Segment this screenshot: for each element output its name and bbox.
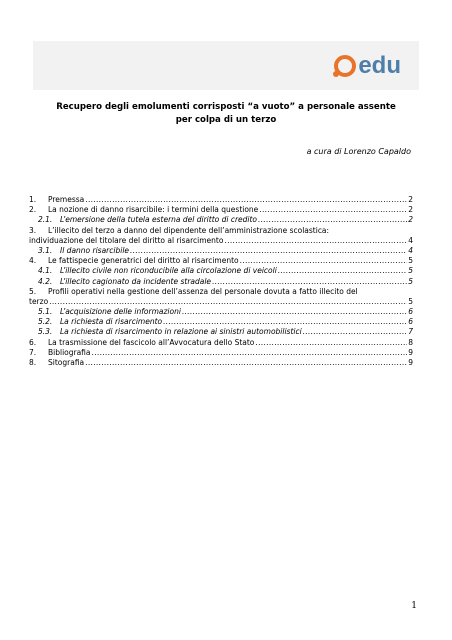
logo-text: edu <box>358 52 401 79</box>
toc-entry-number: 2.1. <box>38 215 53 225</box>
toc-entry-page: 8 <box>408 337 413 347</box>
author-credit: a cura di Lorenzo Capaldo <box>306 147 411 156</box>
toc-entry-number: 5.2. <box>38 317 53 327</box>
toc-entry-title: La trasmissione del fascicolo all’Avvocatura dello Stato <box>48 337 255 347</box>
toc-entry-page: 6 <box>408 307 413 317</box>
toc-entry-title: Il danno risarcibile <box>60 245 130 255</box>
toc-leader-dots <box>255 338 407 348</box>
toc-entry[interactable] <box>29 246 413 256</box>
toc-entry-title: terzo <box>29 296 49 306</box>
toc-entry-number: 3.1. <box>38 245 53 255</box>
toc-entry-page: 4 <box>408 245 413 255</box>
toc-entry-title: L’illecito civile non riconducibile alla circolazione di veicoli <box>60 266 277 276</box>
toc-entry-page: 7 <box>408 327 413 337</box>
toc-entry-title: La richiesta di risarcimento <box>60 317 163 327</box>
toc-leader-dots <box>85 358 407 368</box>
title-line-2: per colpa di un terzo <box>175 115 277 125</box>
toc-entry-page: 2 <box>408 205 413 215</box>
toc-entry[interactable] <box>29 266 413 276</box>
toc-entry-title: L’emersione della tutela esterna del diritto di credito <box>60 215 258 225</box>
toc-entry[interactable] <box>29 256 413 266</box>
toc-entry-title: L’acquisizione delle informazioni <box>60 307 181 317</box>
toc-entry-page: 5 <box>408 296 413 306</box>
toc-entry-number: 1. <box>29 195 37 204</box>
toc-entry-number: 5.1. <box>38 307 53 317</box>
toc-entry-number: 4.2. <box>38 276 53 286</box>
toc-entry[interactable] <box>29 195 413 205</box>
toc-entry-page: 9 <box>408 358 413 367</box>
toc-entry[interactable] <box>29 317 413 327</box>
toc-entry-page: 2 <box>408 215 413 225</box>
toc-leader-dots <box>278 266 407 276</box>
table-of-contents <box>29 195 413 368</box>
toc-entry-title: La richiesta di risarcimento in relazione ai sinistri automobilistici <box>60 327 302 337</box>
toc-entry-number: 3. <box>29 225 37 235</box>
toc-leader-dots <box>130 246 407 256</box>
header-band <box>33 41 419 90</box>
toc-entry-line[interactable] <box>29 226 413 236</box>
toc-entry-number: 4.1. <box>38 266 53 276</box>
title-line-1: Recupero degli emolumenti corrisposti “a vuoto” a personale assente <box>56 102 396 112</box>
toc-entry-line[interactable] <box>29 287 413 297</box>
document-title <box>33 101 419 127</box>
toc-entry-number: 8. <box>29 358 37 367</box>
toc-entry[interactable] <box>29 215 413 225</box>
toc-entry-number: 5.3. <box>38 327 53 337</box>
logo-circle-icon <box>334 55 356 77</box>
toc-entry-title: Profili operativi nella gestione dell’assenza del personale dovuta a fatto illecito del <box>48 286 358 296</box>
toc-leader-dots <box>163 317 407 327</box>
edu-logo <box>334 53 401 79</box>
toc-entry-title: Le fattispecie generatrici del diritto al risarcimento <box>48 256 239 266</box>
toc-leader-dots <box>182 307 407 317</box>
toc-entry[interactable] <box>29 327 413 337</box>
toc-entry-page: 9 <box>408 347 413 357</box>
toc-entry-page: 4 <box>408 235 413 245</box>
toc-entry-number: 7. <box>29 347 37 357</box>
toc-entry-page: 6 <box>408 317 413 327</box>
toc-entry[interactable] <box>29 297 413 307</box>
toc-leader-dots <box>303 327 408 337</box>
toc-entry-page: 5 <box>408 256 413 266</box>
toc-entry[interactable] <box>29 338 413 348</box>
toc-leader-dots <box>224 236 407 246</box>
toc-entry[interactable] <box>29 358 413 368</box>
toc-entry-title: Sitografia <box>48 358 85 367</box>
toc-entry[interactable] <box>29 348 413 358</box>
toc-entry-title: individuazione del titolare del diritto al risarcimento <box>29 235 224 245</box>
page-number: 1 <box>411 601 417 611</box>
toc-entry-number: 4. <box>29 256 37 266</box>
toc-entry-page: 5 <box>408 276 413 286</box>
toc-leader-dots <box>49 297 407 307</box>
toc-leader-dots <box>258 215 407 225</box>
toc-entry-number: 2. <box>29 205 37 215</box>
toc-leader-dots <box>85 195 407 205</box>
toc-entry-number: 6. <box>29 337 37 347</box>
toc-leader-dots <box>259 205 407 215</box>
toc-leader-dots <box>92 348 408 358</box>
toc-entry-title: Bibliografia <box>48 347 91 357</box>
toc-entry[interactable] <box>29 205 413 215</box>
toc-entry-title: La nozione di danno risarcibile: i termini della questione <box>48 205 259 215</box>
toc-entry-title: L’illecito del terzo a danno del dipendente dell’amministrazione scolastica: <box>48 225 330 235</box>
toc-entry-title: Premessa <box>48 195 85 204</box>
toc-entry-number: 5. <box>29 286 37 296</box>
toc-leader-dots <box>212 277 407 287</box>
toc-entry[interactable] <box>29 277 413 287</box>
toc-entry-page: 5 <box>408 266 413 276</box>
toc-entry[interactable] <box>29 307 413 317</box>
toc-leader-dots <box>240 256 408 266</box>
toc-entry-title: L’illecito cagionato da incidente stradale <box>60 276 212 286</box>
toc-entry-page: 2 <box>408 195 413 204</box>
toc-entry[interactable] <box>29 236 413 246</box>
